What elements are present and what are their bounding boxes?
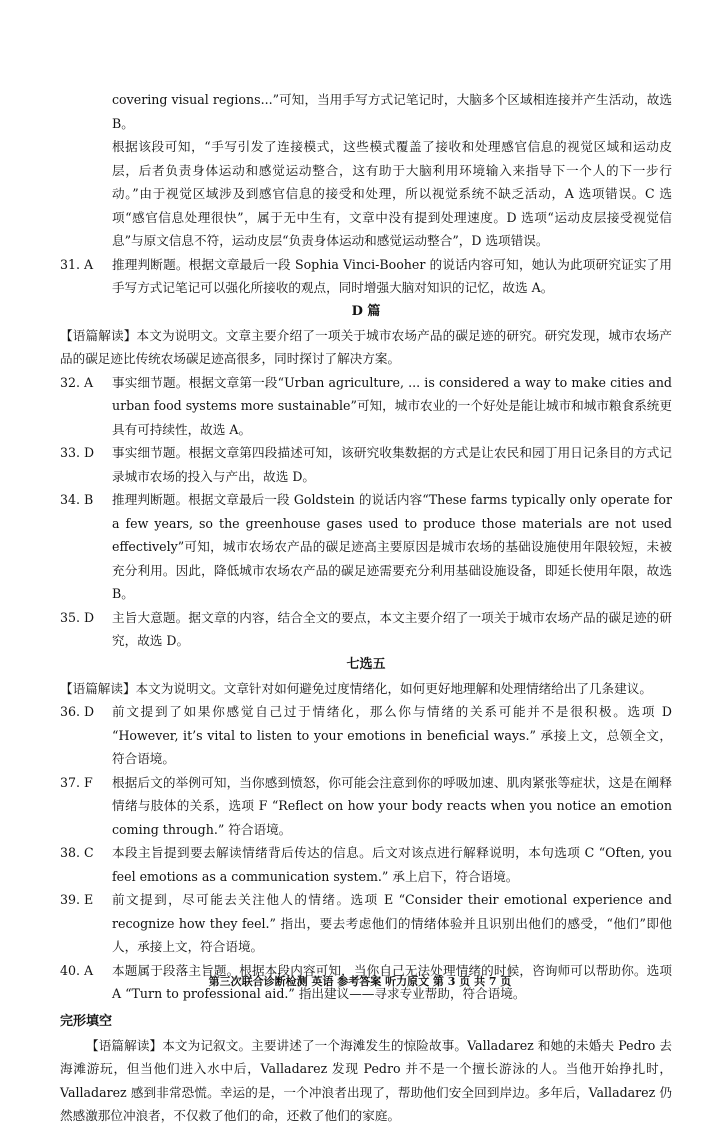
section-cloze-intro: 【语篇解读】本文为记叙文。主要讲述了一个海滩发生的惊险故事。Valladarez 和她的未婚夫 Pedro 去海滩游玩，但当他们进入水中后，Valladarez 发现 Pedro 并不是一个擅长游泳的人。当他开始挣扎时，Valladarez 感到非常恐慌。幸运的是，一个冲浪者出现了，帮助他们安全回到岸边。多年后，Valladarez 仍然感激那位冲浪者，不仅救了他们的命，还救了他们的家庭。 [60, 1037, 672, 1123]
answer-item-31 [60, 253, 672, 300]
answer-item-35 [60, 606, 672, 653]
answer-number: 31. A [60, 256, 94, 272]
answer-number: 39. E [60, 892, 94, 907]
answer-item-33 [60, 441, 672, 488]
section-d-heading: D 篇 [351, 303, 381, 319]
page-footer: 第三次联合诊断检测 英语 参考答案 听力原文 第 3 页 共 7 页 [208, 975, 512, 988]
answer-explanation: 本段主旨提到要去解读情绪背后传达的信息。后文对该点进行解释说明，本句选项 C “Often, you feel emotions as a communication system.” 承上启下，符合语境。 [112, 845, 672, 884]
section-seven-five-intro: 【语篇解读】本文为说明文。文章针对如何避免过度情绪化，如何更好地理解和处理情绪给出了几条建议。 [60, 680, 652, 696]
answer-explanation: 事实细节题。根据文章第四段描述可知，该研究收集数据的方式是让农民和园丁用日记条目的方式记录城市农场的投入与产出，故选 D。 [112, 445, 672, 484]
answer-number: 33. D [60, 445, 95, 460]
answer-item-37 [60, 771, 672, 842]
answer-explanation: 本题属于段落主旨题。根据本段内容可知，当你自己无法处理情绪的时候，咨询师可以帮助你。选项 A “Turn to professional aid.” 指出建议——寻求专业帮助，符合语境。 [112, 962, 672, 1001]
continued-text-1: covering visual regions...”可知，当用手写方式记笔记时，大脑多个区域相连接并产生活动，故选 B。 [112, 92, 672, 131]
answer-item-38 [60, 841, 672, 888]
answer-item-34 [60, 488, 672, 606]
answer-explanation: 前文提到了如果你感觉自己过于情绪化，那么你与情绪的关系可能并不是很积极。选项 D “However, it’s vital to listen to your emotions in beneficial ways.” 承接上文，总领全文，符合语境。 [112, 704, 672, 766]
answer-number: 35. D [60, 609, 95, 625]
answer-explanation: 推理判断题。根据文章最后一段 Sophia Vinci-Booher 的说话内容可知，她认为此项研究证实了用手写方式记笔记可以强化所接收的观点，同时增强大脑对知识的记忆，故选 A。 [112, 256, 672, 295]
answer-number: 38. C [60, 845, 94, 860]
section-cloze-heading: 完形填空 [60, 1013, 113, 1029]
answer-item-36 [60, 700, 672, 771]
answer-number: 40. A [60, 962, 94, 978]
answer-item-32 [60, 371, 672, 442]
answer-explanation: 根据后文的举例可知，当你感到愤怒，你可能会注意到你的呼吸加速、肌肉紧张等症状，这是在阐释情绪与肢体的关系，选项 F “Reflect on how your body reacts when you notice an emotion coming through.” 符合语境。 [112, 774, 672, 837]
answer-explanation: 主旨大意题。据文章的内容，结合全文的要点，本文主要介绍了一项关于城市农场产品的碳足迹的研究，故选 D。 [112, 609, 672, 648]
answer-explanation: 推理判断题。根据文章最后一段 Goldstein 的说话内容“These farms typically only operate for a few years, so the greenhouse gases used to produce those materials are not used effectively”可知，城市农场农产品的碳足迹高主要原因是城市农场的基础设施使用年限较短，未被充分利用。因此，降低城市农场农产品的碳足迹需要充分利用基础设施设备，即延长使用年限，故选 B。 [112, 492, 672, 601]
answer-explanation: 事实细节题。根据文章第一段“Urban agriculture, ... is considered a way to make cities and urban food systems more sustainable”可知，城市农业的一个好处是能让城市和城市粮食系统更具有可持续性，故选 A。 [112, 374, 672, 437]
answer-page [60, 88, 672, 1128]
answer-explanation: 前文提到，尽可能去关注他人的情绪。选项 E “Consider their emotional experience and recognize how they feel.” 指出，要去考虑他们的情绪体验并且识别出他们的感受，“他们”即他人，承接上文，符合语境。 [112, 892, 672, 954]
section-d-intro: 【语篇解读】本文为说明文。文章主要介绍了一项关于城市农场产品的碳足迹的研究。研究发现，城市农场产品的碳足迹比传统农场碳足迹高很多，同时探讨了解决方案。 [60, 327, 672, 366]
continued-text-2: 根据该段可知，“手写引发了连接模式，这些模式覆盖了接收和处理感官信息的视觉区域和运动皮层，后者负责身体运动和感觉运动整合，这有助于大脑利用环境输入来指导下一个人的下一步行动。”由于视觉区域涉及到感官信息的接受和处理，所以视觉系统不缺乏活动，A 选项错误。C 选项“感官信息处理很快”，属于无中生有，文章中没有提到处理速度。D 选项“运动皮层接受视觉信息”与原文信息不符，运动皮层“负责身体运动和感觉运动整合”，D 选项错误。 [112, 139, 672, 248]
answer-number: 37. F [60, 774, 93, 790]
answer-item-39 [60, 888, 672, 959]
answer-number: 36. D [60, 704, 95, 719]
section-seven-five-heading: 七选五 [346, 656, 386, 672]
answer-number: 32. A [60, 374, 94, 390]
answer-number: 34. B [60, 492, 94, 507]
